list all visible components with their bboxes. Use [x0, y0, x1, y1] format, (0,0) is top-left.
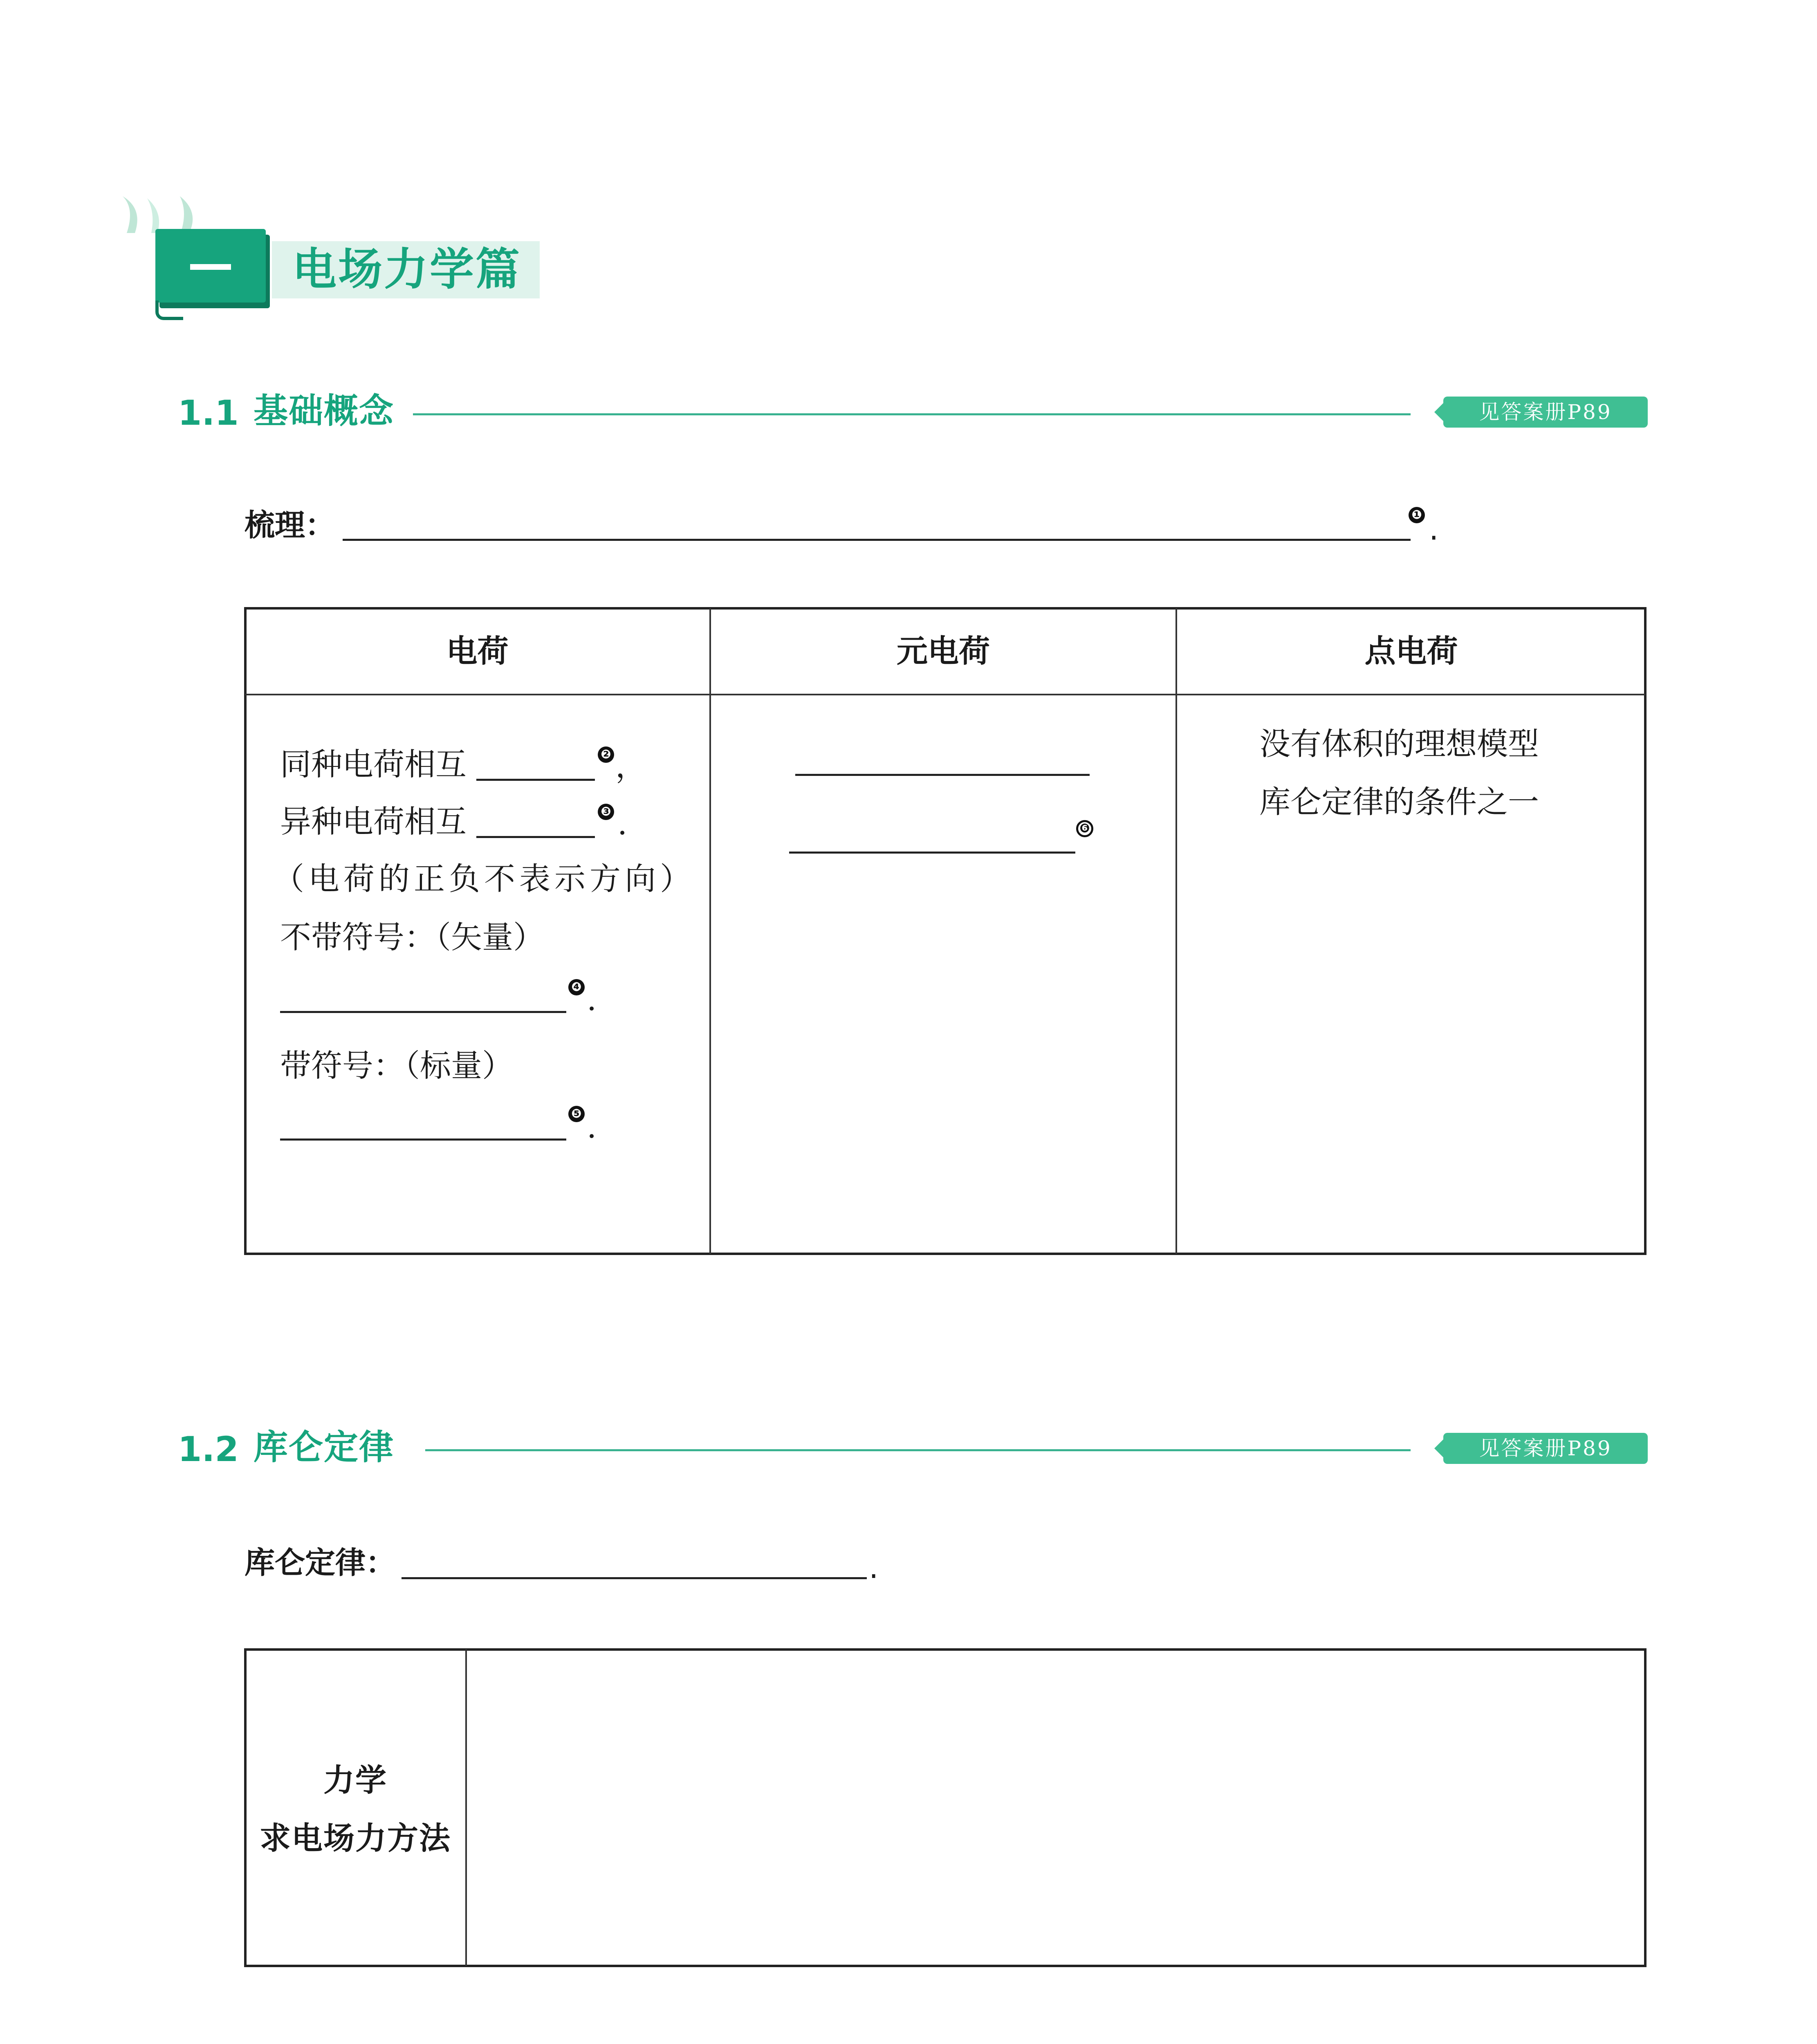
blank-marker-6: ❻: [1076, 820, 1093, 837]
chapter-number-badge: [155, 229, 266, 303]
like-charges-text: 同种电荷相互: [280, 746, 467, 782]
signed-label: 带符号：（标量）: [280, 1047, 513, 1084]
blank-5[interactable]: [280, 1139, 566, 1141]
concepts-table-col-rule-1: [709, 608, 711, 1254]
concepts-table-header-rule: [245, 694, 1645, 695]
point-charge-coulomb-condition: 库仑定律的条件之一: [1259, 784, 1539, 820]
blank-marker-2: ❷: [598, 746, 614, 763]
coulomb-law-blank[interactable]: [402, 1577, 867, 1579]
charge-sign-note: （电荷的正负不表示方向）: [273, 861, 695, 897]
section-1-title: 基础概念: [253, 391, 395, 431]
section-2-answer-tag: 见答案册P89: [1443, 1433, 1648, 1464]
section-1-number: 1.1: [178, 393, 239, 433]
chapter-title: 电场力学篇: [292, 244, 522, 295]
blank-marker-4: ❹: [568, 979, 585, 995]
chapter-number-mark: [190, 264, 231, 270]
point-charge-ideal-model: 没有体积的理想模型: [1259, 726, 1539, 762]
coulomb-law-period: .: [869, 1550, 879, 1585]
coulomb-law-label: 库仑定律：: [245, 1545, 396, 1580]
blank-2[interactable]: [476, 779, 595, 781]
mechanics-table-col-rule: [465, 1650, 467, 1966]
mechanics-label: 力学: [323, 1762, 387, 1798]
blank-marker-1: ❶: [1409, 507, 1425, 523]
like-charges-comma: ，: [615, 748, 646, 784]
elementary-charge-blank-b[interactable]: [789, 852, 1075, 854]
elementary-charge-blank-a[interactable]: [795, 774, 1090, 776]
mechanics-table: [244, 1648, 1647, 1967]
header-charge: 电荷: [446, 633, 509, 669]
unlike-charges-period: .: [617, 805, 628, 842]
summary-blank[interactable]: [343, 539, 1411, 541]
blank-3[interactable]: [476, 836, 595, 838]
blank-4[interactable]: [280, 1011, 566, 1013]
unsigned-label: 不带符号：（矢量）: [280, 919, 544, 955]
unlike-charges-text: 异种电荷相互: [280, 803, 467, 840]
concepts-table-col-rule-2: [1175, 608, 1177, 1254]
electric-force-method-label: 求电场力方法: [260, 1820, 451, 1856]
unsigned-period: .: [587, 981, 597, 1018]
section-2-number: 1.2: [178, 1429, 239, 1469]
summary-end-period: .: [1429, 512, 1439, 547]
blank-marker-3: ❸: [598, 804, 614, 820]
section-1-answer-tag: 见答案册P89: [1443, 397, 1648, 428]
signed-period: .: [587, 1109, 597, 1145]
section-1-rule: [413, 413, 1411, 415]
header-elementary-charge: 元电荷: [897, 633, 990, 669]
chapter-badge-tail: [155, 300, 183, 320]
section-2-rule: [425, 1449, 1411, 1451]
summary-label: 梳理：: [245, 508, 335, 543]
section-2-title: 库仑定律: [253, 1427, 395, 1467]
blank-marker-5: ❺: [568, 1106, 585, 1122]
header-point-charge: 点电荷: [1364, 633, 1458, 669]
